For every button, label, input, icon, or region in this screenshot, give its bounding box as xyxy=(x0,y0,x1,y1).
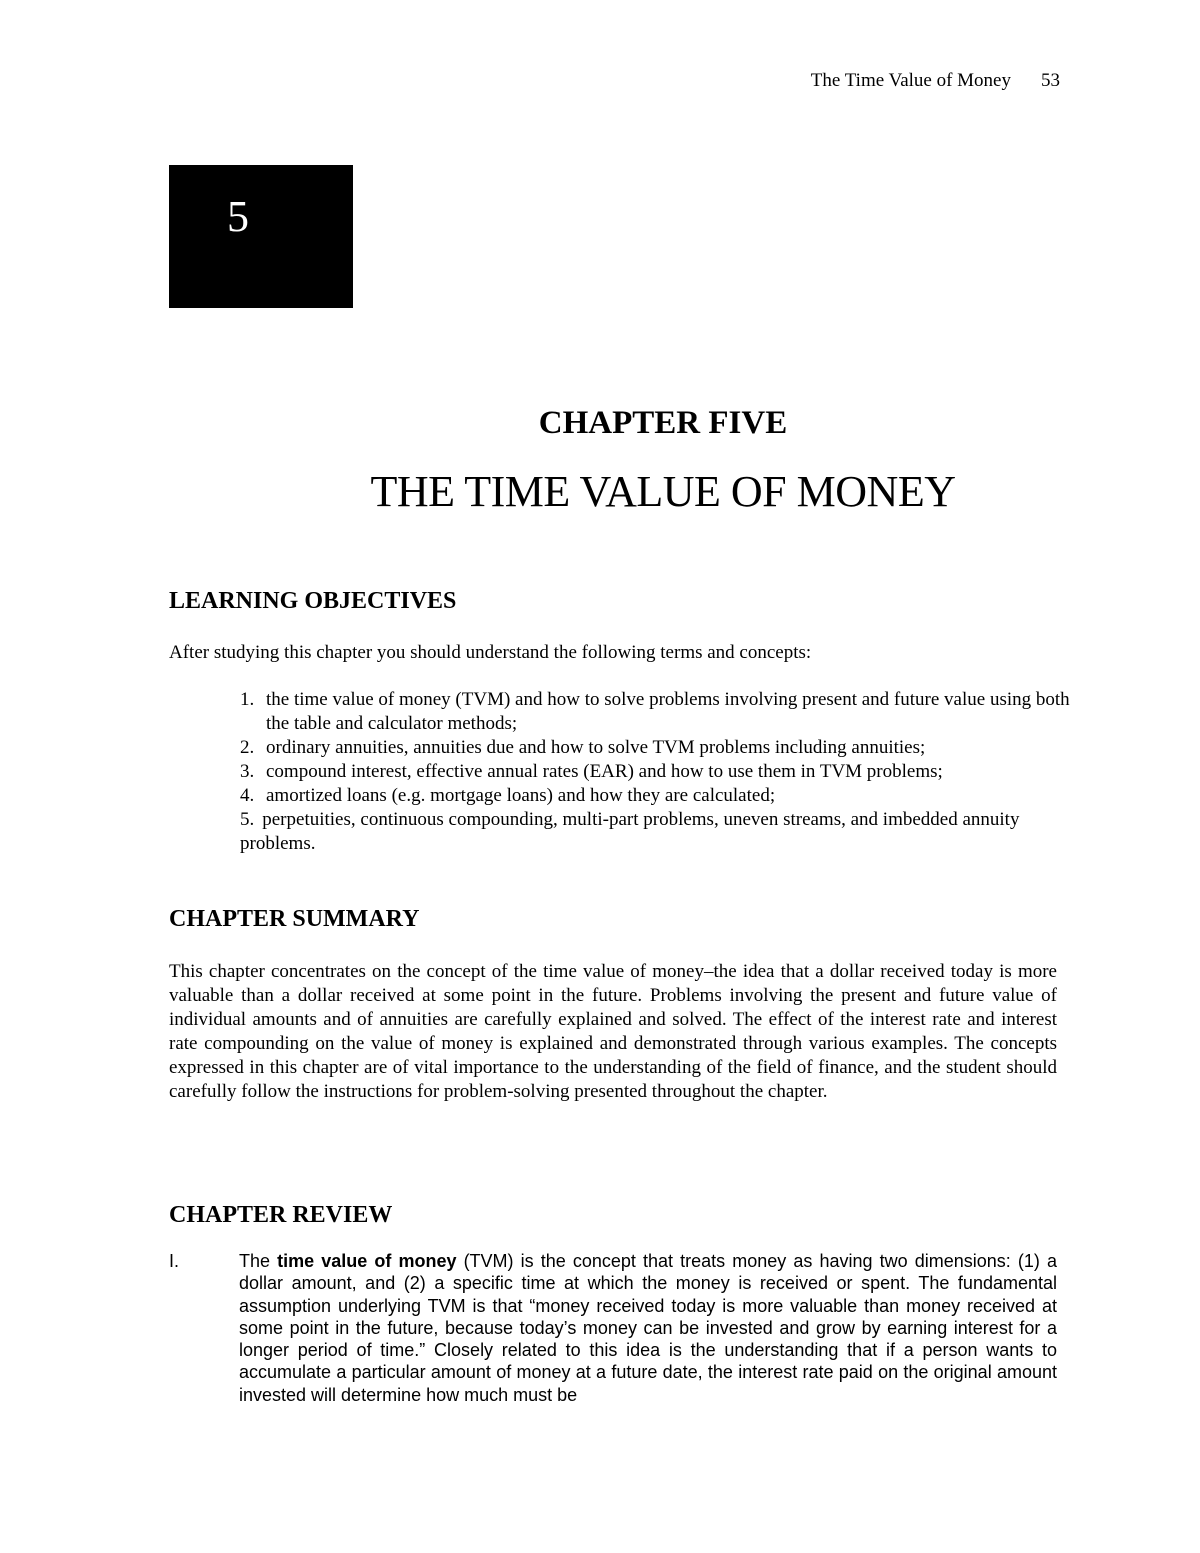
list-item-number: 5. xyxy=(240,809,255,830)
list-item-number: 2. xyxy=(240,737,255,758)
list-item xyxy=(240,784,1070,808)
list-item-number: 1. xyxy=(240,689,255,710)
running-header-title: The Time Value of Money xyxy=(810,70,1011,91)
learning-objectives-heading: LEARNING OBJECTIVES xyxy=(169,588,457,614)
chapter-label: CHAPTER FIVE xyxy=(538,405,788,441)
list-item-text: ordinary annuities, annuities due and how to solve TVM problems including annuities; xyxy=(266,737,926,758)
learning-objectives-list xyxy=(240,688,1070,856)
list-item-text: the time value of money (TVM) and how to solve problems involving present and future value using both the table and calculator methods; xyxy=(266,689,1070,734)
review-item-text: (TVM) is the concept that treats money as having two dimensions: (1) a dollar amount, and (2) a specific time at which the money is received or spent. The fundamental assumption underlying TVM is that “money received today is more valuable than money received at some point in the future, because today’s money can be invested and grow by earning interest for a longer period of time.” Closely related to this idea is the understanding that if a person wants to accumulate a particular amount of money at a future date, the interest rate paid on the original amount invested will determine how much must be xyxy=(239,1251,1057,1405)
list-item-text: compound interest, effective annual rates (EAR) and how to use them in TVM problems; xyxy=(266,761,943,782)
chapter-review-heading: CHAPTER REVIEW xyxy=(169,1202,393,1228)
chapter-review-item xyxy=(169,1250,1057,1406)
page-number: 53 xyxy=(1041,70,1060,91)
list-item-number: 3. xyxy=(240,761,255,782)
chapter-summary-heading: CHAPTER SUMMARY xyxy=(169,906,420,932)
review-item-term: time value of money xyxy=(277,1251,457,1271)
chapter-number: 5 xyxy=(227,192,249,241)
list-item-text: perpetuities, continuous compounding, multi-part problems, uneven streams, and imbedded annuity problems. xyxy=(240,809,1020,854)
running-header xyxy=(811,70,1060,92)
list-item-number: 4. xyxy=(240,785,255,806)
review-item-lead: The xyxy=(239,1251,278,1271)
list-item xyxy=(240,808,1070,856)
chapter-summary-text: This chapter concentrates on the concept of the time value of money–the idea that a dollar received today is more valuable than a dollar received at some point in the future. Problems involving the present and future value of individual amounts and of annuities are carefully explained and solved. The effect of the interest rate and interest rate compounding on the value of money is explained and demonstrated through various examples. The concepts expressed in this chapter are of vital importance to the understanding of the field of finance, and the student should carefully follow the instructions for problem-solving presented throughout the chapter. xyxy=(169,961,1057,1102)
review-item-body xyxy=(239,1250,1057,1406)
learning-objectives-intro: After studying this chapter you should understand the following terms and concepts: xyxy=(169,642,812,663)
chapter-number-box xyxy=(169,165,353,308)
list-item-text: amortized loans (e.g. mortgage loans) and how they are calculated; xyxy=(266,785,776,806)
list-item xyxy=(240,688,1070,736)
review-item-numeral: I. xyxy=(169,1251,180,1271)
chapter-title: THE TIME VALUE OF MONEY xyxy=(370,467,956,516)
list-item xyxy=(240,760,1070,784)
list-item xyxy=(240,736,1070,760)
